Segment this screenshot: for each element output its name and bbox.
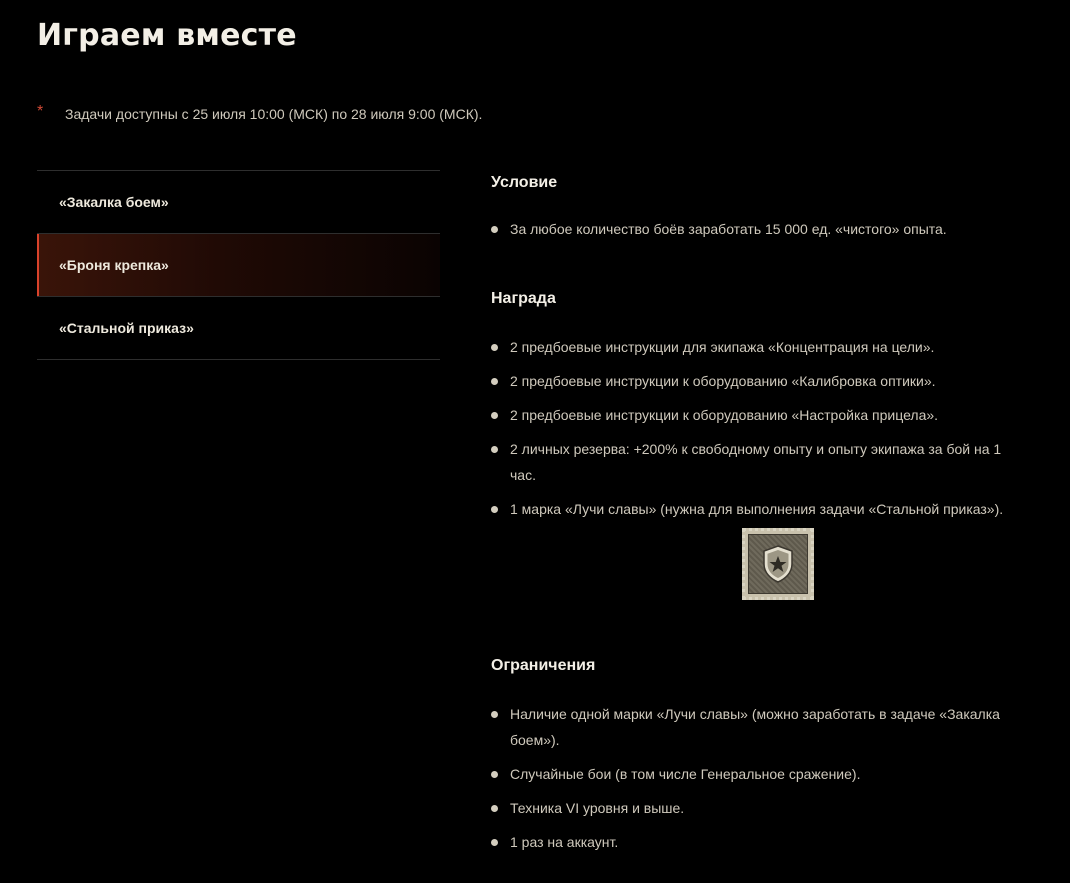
stamp-face (748, 534, 808, 594)
condition-title: Условие (491, 174, 558, 191)
task-tab-stalnoy-prikaz[interactable] (37, 297, 440, 360)
condition-item: За любое количество боёв заработать 15 000 ед. «чистого» опыта. (491, 216, 1031, 242)
task-tab-label: «Закалка боем» (59, 194, 169, 210)
availability-text: Задачи доступны с 25 июля 10:00 (МСК) по 28 июля 9:00 (МСК). (65, 106, 483, 122)
reward-list (491, 334, 1031, 530)
task-tab-label: «Стальной приказ» (59, 320, 194, 336)
condition-list (491, 216, 1031, 250)
task-tab-label: «Броня крепка» (59, 257, 169, 273)
glory-stamp-icon (742, 528, 814, 600)
limit-item: Техника VI уровня и выше. (491, 795, 1031, 821)
reward-item: 1 марка «Лучи славы» (нужна для выполнения задачи «Стальной приказ»). (491, 496, 1031, 522)
limit-item: Случайные бои (в том числе Генеральное сражение). (491, 761, 1031, 787)
shield-star-icon (761, 544, 795, 584)
reward-title: Награда (491, 290, 556, 307)
reward-item: 2 предбоевые инструкции к оборудованию «Калибровка оптики». (491, 368, 1031, 394)
task-tab-bronya-krepka[interactable] (37, 234, 440, 297)
task-tab-zakalka-boem[interactable] (37, 171, 440, 234)
task-tabs (37, 170, 440, 360)
reward-item: 2 предбоевые инструкции для экипажа «Концентрация на цели». (491, 334, 1031, 360)
limit-item: 1 раз на аккаунт. (491, 829, 1031, 855)
page-title: Играем вместе (37, 18, 297, 53)
limits-list (491, 701, 1031, 863)
reward-item: 2 предбоевые инструкции к оборудованию «Настройка прицела». (491, 402, 1031, 428)
asterisk-marker: * (37, 103, 44, 120)
limit-item: Наличие одной марки «Лучи славы» (можно заработать в задаче «Закалка боем»). (491, 701, 1031, 753)
limits-title: Ограничения (491, 657, 596, 674)
reward-item: 2 личных резерва: +200% к свободному опыту и опыту экипажа за бой на 1 час. (491, 436, 1031, 488)
